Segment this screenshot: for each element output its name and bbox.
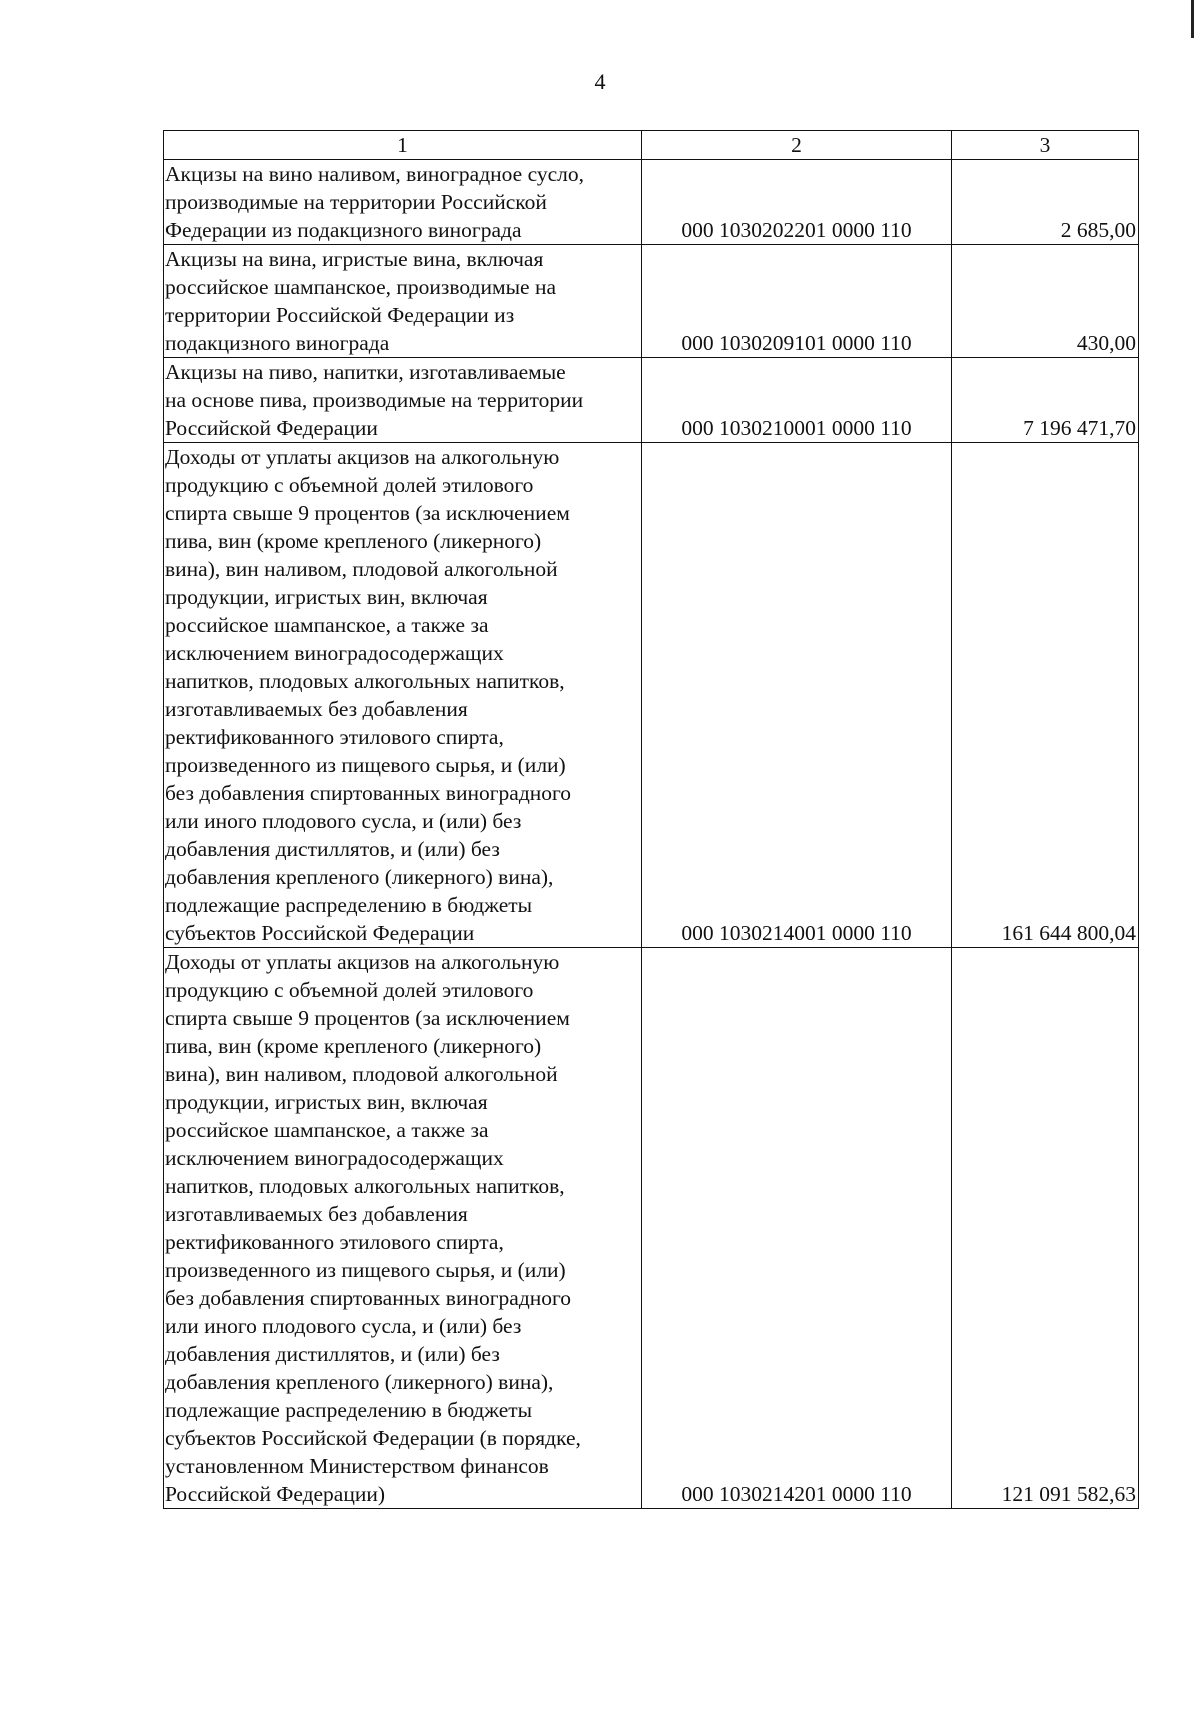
row-code: 000 1030210001 0000 110 <box>642 358 952 443</box>
table-row <box>164 160 1139 245</box>
row-amount: 7 196 471,70 <box>952 358 1139 443</box>
table-row <box>164 948 1139 1509</box>
row-code: 000 1030214201 0000 110 <box>642 948 952 1509</box>
row-name: Акцизы на вино наливом, виноградное сусло, производимые на территории Российской Федерации из подакцизного винограда <box>164 160 642 245</box>
header-col-2: 2 <box>642 131 952 160</box>
header-col-3: 3 <box>952 131 1139 160</box>
scan-edge-mark <box>1191 0 1194 38</box>
header-col-1: 1 <box>164 131 642 160</box>
row-code: 000 1030202201 0000 110 <box>642 160 952 245</box>
table-header-row <box>164 131 1139 160</box>
row-code: 000 1030214001 0000 110 <box>642 443 952 948</box>
row-amount: 121 091 582,63 <box>952 948 1139 1509</box>
revenue-table <box>163 130 1139 1509</box>
table-row <box>164 358 1139 443</box>
row-name: Доходы от уплаты акцизов на алкогольную продукцию с объемной долей этилового спирта свыше 9 процентов (за исключением пива, вин (кроме крепленого (ликерного) вина), вин наливом, плодовой алкогольной продукции, игристых вин, включая российское шампанское, а также за исключением виноградосодержащих напитков, плодовых алкогольных напитков, изготавливаемых без добавления ректификованного этилового спирта, произведенного из пищевого сырья, и (или) без добавления спиртованных виноградного или иного плодового сусла, и (или) без добавления дистиллятов, и (или) без добавления крепленого (ликерного) вина), подлежащие распределению в бюджеты субъектов Российской Федерации <box>164 443 642 948</box>
table-row <box>164 443 1139 948</box>
row-name: Акцизы на вина, игристые вина, включая российское шампанское, производимые на территории Российской Федерации из подакцизного винограда <box>164 245 642 358</box>
page-number: 4 <box>594 69 606 94</box>
table-row <box>164 245 1139 358</box>
row-name: Акцизы на пиво, напитки, изготавливаемые на основе пива, производимые на территории Российской Федерации <box>164 358 642 443</box>
row-code: 000 1030209101 0000 110 <box>642 245 952 358</box>
row-amount: 430,00 <box>952 245 1139 358</box>
row-amount: 161 644 800,04 <box>952 443 1139 948</box>
row-amount: 2 685,00 <box>952 160 1139 245</box>
row-name: Доходы от уплаты акцизов на алкогольную продукцию с объемной долей этилового спирта свыше 9 процентов (за исключением пива, вин (кроме крепленого (ликерного) вина), вин наливом, плодовой алкогольной продукции, игристых вин, включая российское шампанское, а также за исключением виноградосодержащих напитков, плодовых алкогольных напитков, изготавливаемых без добавления ректификованного этилового спирта, произведенного из пищевого сырья, и (или) без добавления спиртованных виноградного или иного плодового сусла, и (или) без добавления дистиллятов, и (или) без добавления крепленого (ликерного) вина), подлежащие распределению в бюджеты субъектов Российской Федерации (в порядке, установленном Министерством финансов Российской Федерации) <box>164 948 642 1509</box>
